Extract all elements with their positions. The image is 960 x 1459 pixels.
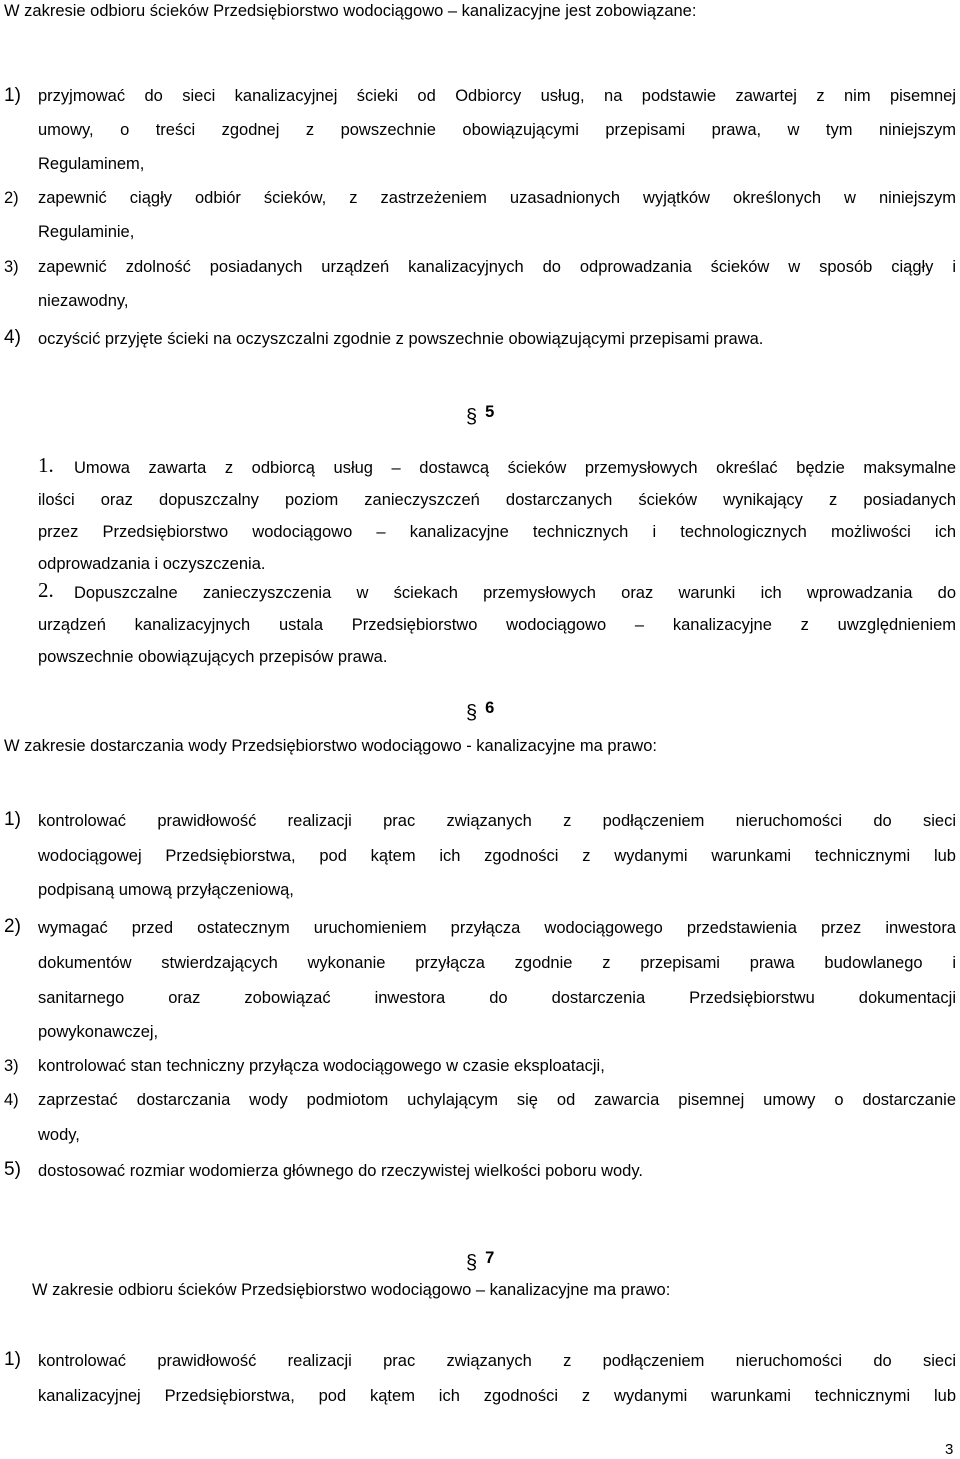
section-5-point-2-line-2: urządzeń kanalizacyjnych ustala Przedsiębiorstwo wodociągowo – kanalizacyjne z uwzględnieniem bbox=[38, 616, 956, 634]
section-6-right-2-line-1: wymagać przed ostatecznym uruchomieniem przyłącza wodociągowego przedstawienia przez inwestora bbox=[38, 919, 956, 937]
section-6-right-3-line-1: kontrolować stan techniczny przyłącza wodociągowego w czasie eksploatacji, bbox=[38, 1057, 605, 1075]
obligation-3-line-2: niezawodny, bbox=[38, 292, 129, 310]
section-5-point-1-line-2: ilości oraz dopuszczalny poziom zanieczyszczeń dostarczanych ścieków wynikający z posiadanych bbox=[38, 491, 956, 509]
section-6-right-5-number: 5) bbox=[4, 1159, 21, 1180]
intro-sewage-obligations: W zakresie odbioru ścieków Przedsiębiorstwo wodociągowo – kanalizacyjne jest zobowiązane: bbox=[4, 2, 697, 20]
section-5-point-1-line-4: odprowadzania i oczyszczenia. bbox=[38, 555, 266, 573]
section-6-right-1-line-2: wodociągowej Przedsiębiorstwa, pod kątem ich zgodności z wydanymi warunkami technicznymi lub bbox=[38, 847, 956, 865]
obligation-2-line-2: Regulaminie, bbox=[38, 223, 135, 241]
section-6-right-4-number: 4) bbox=[4, 1091, 19, 1109]
section-symbol: § bbox=[466, 406, 478, 428]
section-7-right-1-number: 1) bbox=[4, 1349, 21, 1370]
section-6-right-4-line-1: zaprzestać dostarczania wody podmiotom uchylającym się od zawarcia pisemnej umowy o dostarczanie bbox=[38, 1091, 956, 1109]
section-6-right-1-line-1: kontrolować prawidłowość realizacji prac związanych z podłączeniem nieruchomości do sieci bbox=[38, 812, 956, 830]
section-6-right-4-line-2: wody, bbox=[38, 1126, 80, 1144]
section-6-intro: W zakresie dostarczania wody Przedsiębiorstwo wodociągowo - kanalizacyjne ma prawo: bbox=[4, 737, 657, 755]
section-6-right-1-line-3: podpisaną umową przyłączeniową, bbox=[38, 881, 294, 899]
obligation-1-line-1: przyjmować do sieci kanalizacyjnej ścieki od Odbiorcy usług, na podstawie zawartej z nim pisemnej bbox=[38, 87, 956, 105]
section-6-right-3-number: 3) bbox=[4, 1057, 19, 1075]
section-6-right-5-line-1: dostosować rozmiar wodomierza głównego do rzeczywistej wielkości poboru wody. bbox=[38, 1162, 643, 1180]
section-6-right-2-line-4: powykonawczej, bbox=[38, 1023, 159, 1041]
section-7-intro: W zakresie odbioru ścieków Przedsiębiorstwo wodociągowo – kanalizacyjne ma prawo: bbox=[32, 1281, 671, 1299]
obligation-1-line-2: umowy, o treści zgodnej z powszechnie obowiązującymi przepisami prawa, w tym niniejszym bbox=[38, 121, 956, 139]
section-6-right-1-number: 1) bbox=[4, 809, 21, 830]
section-6-right-2-number: 2) bbox=[4, 916, 21, 937]
section-6-number: 6 bbox=[485, 699, 495, 717]
obligation-4-line-1: oczyścić przyjęte ścieki na oczyszczalni zgodnie z powszechnie obowiązującymi przepisami prawa. bbox=[38, 330, 764, 348]
section-7-right-1-line-2: kanalizacyjnej Przedsiębiorstwa, pod kątem ich zgodności z wydanymi warunkami technicznymi lub bbox=[38, 1387, 956, 1405]
section-6-right-2-line-2: dokumentów stwierdzających wykonanie przyłącza zgodnie z przepisami prawa budowlanego i bbox=[38, 954, 956, 972]
section-symbol: § bbox=[466, 1252, 478, 1274]
obligation-1-line-3: Regulaminem, bbox=[38, 155, 145, 173]
section-5-heading bbox=[466, 402, 494, 427]
section-5-number: 5 bbox=[485, 403, 495, 421]
section-5-point-1-line-1: Umowa zawarta z odbiorcą usług – dostawcą ścieków przemysłowych określać będzie maksymalne bbox=[74, 459, 956, 477]
obligation-1-number: 1) bbox=[4, 85, 21, 106]
section-5-point-1-line-3: przez Przedsiębiorstwo wodociągowo – kanalizacyjne technicznych i technologicznych możliwości ich bbox=[38, 523, 956, 541]
obligation-2-number: 2) bbox=[4, 189, 19, 207]
section-7-number: 7 bbox=[485, 1249, 495, 1267]
section-symbol: § bbox=[466, 702, 478, 724]
section-6-right-2-line-3: sanitarnego oraz zobowiązać inwestora do dostarczenia Przedsiębiorstwu dokumentacji bbox=[38, 989, 956, 1007]
page-number: 3 bbox=[945, 1441, 954, 1458]
section-5-point-2-line-1: Dopuszczalne zanieczyszczenia w ściekach przemysłowych oraz warunki ich wprowadzania do bbox=[74, 584, 956, 602]
section-5-point-1-number: 1. bbox=[38, 453, 54, 477]
section-7-right-1-line-1: kontrolować prawidłowość realizacji prac związanych z podłączeniem nieruchomości do sieci bbox=[38, 1352, 956, 1370]
obligation-4-number: 4) bbox=[4, 327, 21, 348]
section-5-point-2-number: 2. bbox=[38, 578, 54, 602]
obligation-2-line-1: zapewnić ciągły odbiór ścieków, z zastrzeżeniem uzasadnionych wyjątków określonych w niniejszym bbox=[38, 189, 956, 207]
obligation-3-number: 3) bbox=[4, 258, 19, 276]
section-5-point-2-line-3: powszechnie obowiązujących przepisów prawa. bbox=[38, 648, 388, 666]
obligation-3-line-1: zapewnić zdolność posiadanych urządzeń kanalizacyjnych do odprowadzania ścieków w sposób ciągły i bbox=[38, 258, 956, 276]
section-6-heading bbox=[466, 698, 494, 723]
section-7-heading bbox=[466, 1248, 494, 1273]
